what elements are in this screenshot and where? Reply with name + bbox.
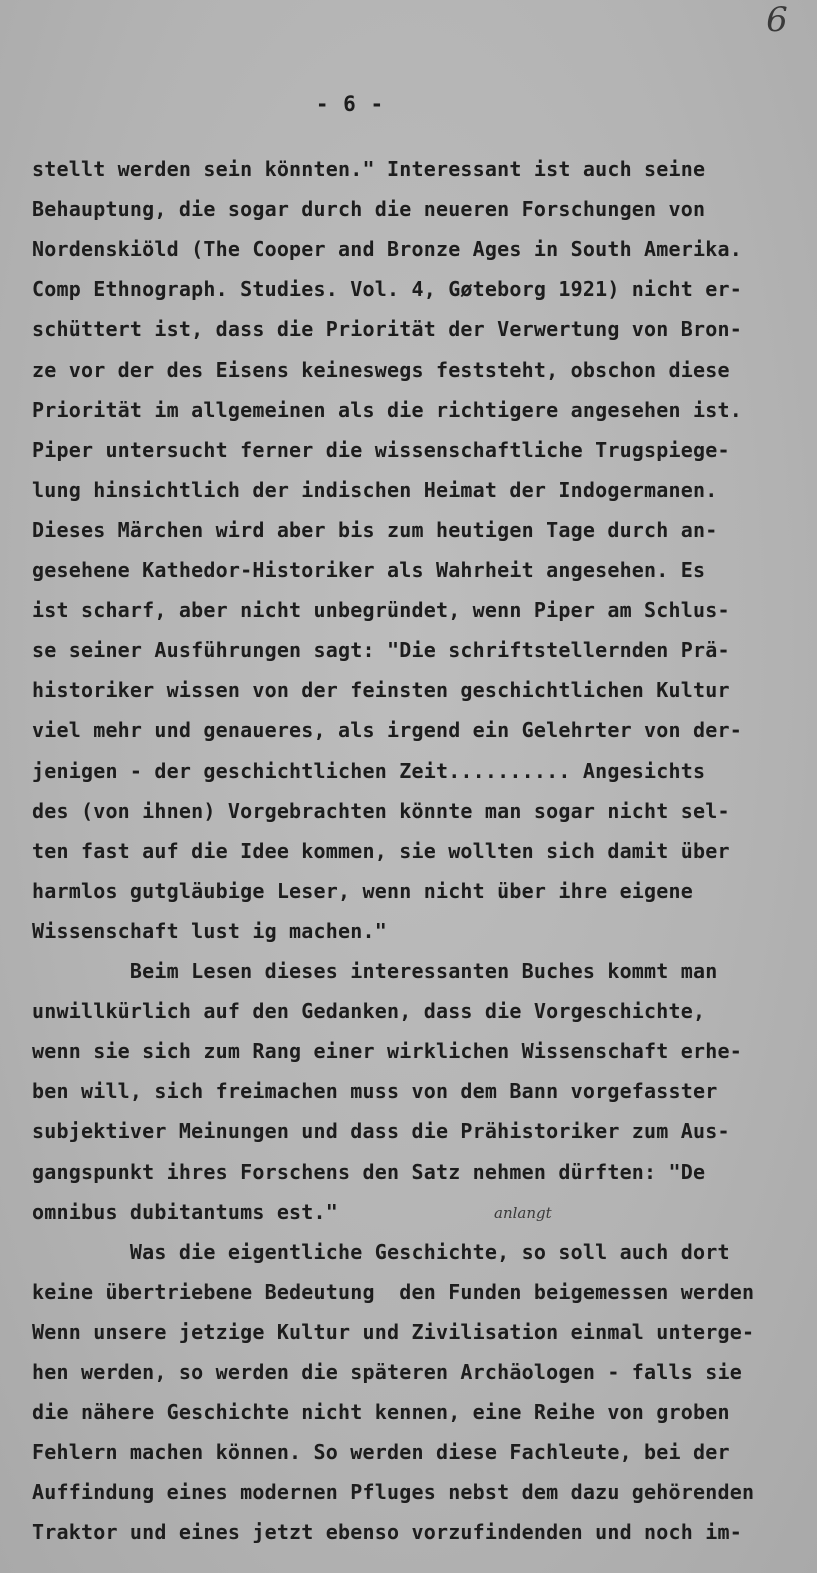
text-line: ten fast auf die Idee kommen, sie wollten sich damit über — [32, 839, 730, 863]
handwritten-annotation: anlangt — [494, 1204, 552, 1222]
text-line: Wenn unsere jetzige Kultur und Zivilisation einmal unterge- — [32, 1320, 755, 1344]
page-number: - 6 - — [315, 92, 385, 116]
text-line: Fehlern machen können. So werden diese Fachleute, bei der — [32, 1440, 730, 1464]
text-line: unwillkürlich auf den Gedanken, dass die Vorgeschichte, — [32, 999, 706, 1023]
text-line: gesehene Kathedor-Historiker als Wahrheit angesehen. Es — [32, 558, 706, 582]
text-line: stellt werden sein könnten." Interessant ist auch seine — [32, 157, 706, 181]
text-line: Wissenschaft lust ig machen." — [32, 919, 387, 943]
text-line: gangspunkt ihres Forschens den Satz nehmen dürften: "De — [32, 1160, 706, 1184]
text-line: harmlos gutgläubige Leser, wenn nicht über ihre eigene — [32, 879, 694, 903]
text-line: Beim Lesen dieses interessanten Buches kommt man — [32, 959, 718, 983]
text-line: Dieses Märchen wird aber bis zum heutigen Tage durch an- — [32, 518, 718, 542]
text-line: ist scharf, aber nicht unbegründet, wenn Piper am Schlus- — [32, 598, 730, 622]
text-line: jenigen - der geschichtlichen Zeit.......... Angesichts — [32, 759, 706, 783]
text-line: ben will, sich freimachen muss von dem Bann vorgefasster — [32, 1079, 718, 1103]
handwritten-page-mark: 6 — [766, 0, 788, 40]
text-line: wenn sie sich zum Rang einer wirklichen Wissenschaft erhe- — [32, 1039, 742, 1063]
text-line: schüttert ist, dass die Priorität der Verwertung von Bron- — [32, 317, 742, 341]
text-line: Behauptung, die sogar durch die neueren Forschungen von — [32, 197, 706, 221]
text-line: hen werden, so werden die späteren Archäologen - falls sie — [32, 1360, 742, 1384]
text-line: omnibus dubitantums est." — [32, 1200, 339, 1224]
text-line: Auffindung eines modernen Pfluges nebst dem dazu gehörenden — [32, 1480, 755, 1504]
text-line: viel mehr und genaueres, als irgend ein Gelehrter von der- — [32, 718, 742, 742]
text-line: se seiner Ausführungen sagt: "Die schriftstellernden Prä- — [32, 638, 730, 662]
text-line: Nordenskiöld (The Cooper and Bronze Ages in South Amerika. — [32, 237, 742, 261]
text-line: Priorität im allgemeinen als die richtigere angesehen ist. — [32, 398, 742, 422]
text-line: des (von ihnen) Vorgebrachten könnte man sogar nicht sel- — [32, 799, 730, 823]
text-line: Comp Ethnograph. Studies. Vol. 4, Gøteborg 1921) nicht er- — [32, 277, 742, 301]
text-line: subjektiver Meinungen und dass die Prähistoriker zum Aus- — [32, 1119, 730, 1143]
text-line: Traktor und eines jetzt ebenso vorzufindenden und noch im- — [32, 1520, 742, 1544]
text-line: keine übertriebene Bedeutung den Funden beigemessen werden — [32, 1280, 755, 1304]
text-line: ze vor der des Eisens keineswegs feststeht, obschon diese — [32, 358, 730, 382]
text-line: Piper untersucht ferner die wissenschaftliche Trugspiege- — [32, 438, 730, 462]
text-line: lung hinsichtlich der indischen Heimat der Indogermanen. — [32, 478, 718, 502]
text-line: die nähere Geschichte nicht kennen, eine Reihe von groben — [32, 1400, 730, 1424]
text-line: historiker wissen von der feinsten geschichtlichen Kultur — [32, 678, 730, 702]
text-line: Was die eigentliche Geschichte, so soll auch dort — [32, 1240, 730, 1264]
